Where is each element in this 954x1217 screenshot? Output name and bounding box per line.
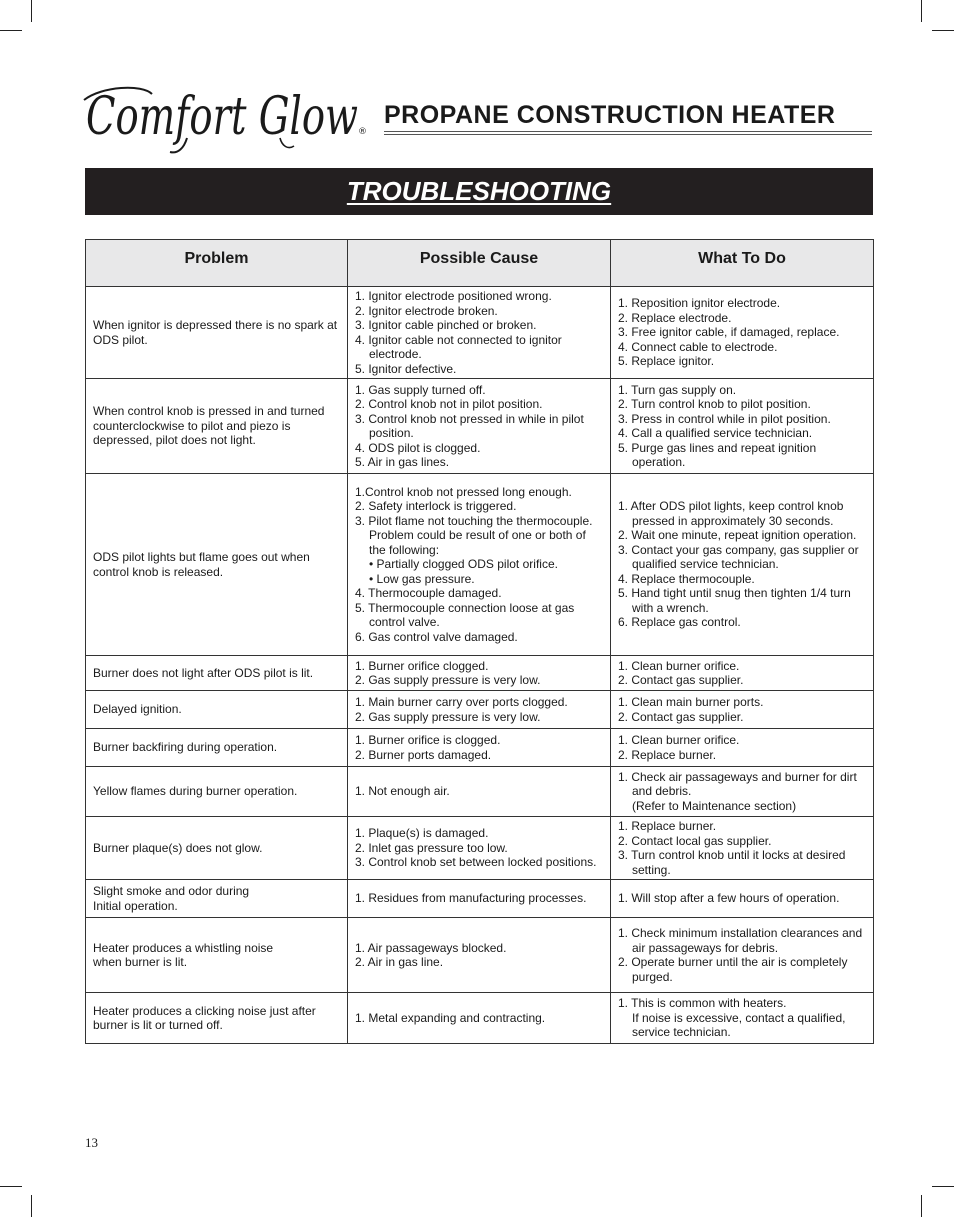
table-row: [86, 880, 874, 918]
problem-cell: [86, 993, 348, 1044]
list-item: 1. Air passageways blocked.: [355, 940, 507, 955]
list-item: 1.Control knob not pressed long enough.: [355, 484, 572, 499]
crop-mark: [31, 1195, 32, 1217]
cause-cell: [348, 767, 611, 817]
cell-line: Burner does not light after ODS pilot is lit.: [93, 665, 314, 680]
cause-cell: [348, 287, 611, 379]
list-item: 1. Clean burner orifice.: [618, 733, 740, 747]
action-cell: [611, 474, 874, 656]
action-cell: [611, 656, 874, 691]
cell-line: When control knob is pressed in and turned counterclockwise to pilot and piezo is depressed, pilot does not light.: [93, 404, 325, 448]
list-item: 2. Burner ports damaged.: [355, 747, 492, 762]
cause-cell: [348, 729, 611, 767]
problem-cell: [86, 729, 348, 767]
title-rule: [384, 131, 872, 132]
list-item: Problem could be result of one or both of the following:: [369, 528, 586, 557]
table-row: [86, 287, 874, 379]
table-row: [86, 729, 874, 767]
list-item: 4. ODS pilot is clogged.: [355, 440, 481, 455]
cause-cell: [348, 880, 611, 918]
table-row: [86, 918, 874, 993]
cause-cell: [348, 474, 611, 656]
action-cell: [611, 993, 874, 1044]
list-item: 6. Gas control valve damaged.: [355, 629, 518, 644]
list-item: 3. Pilot flame not touching the thermocouple.: [355, 513, 593, 528]
list-item: 4. Call a qualified service technician.: [618, 426, 813, 440]
cell-line: Burner plaque(s) does not glow.: [93, 840, 263, 855]
cell-line: Yellow flames during burner operation.: [93, 784, 298, 799]
list-item: 2. Ignitor electrode broken.: [355, 303, 498, 318]
cell-line: Slight smoke and odor during: [93, 884, 250, 898]
list-item: 1. Ignitor electrode positioned wrong.: [355, 289, 552, 303]
list-item: 5. Ignitor defective.: [355, 361, 457, 376]
cell-line: ODS pilot lights but flame goes out when control knob is released.: [93, 550, 310, 579]
cause-cell: [348, 918, 611, 993]
problem-cell: [86, 767, 348, 817]
list-item: 1. Clean burner orifice.: [618, 658, 740, 673]
list-item: 2. Gas supply pressure is very low.: [355, 709, 541, 724]
action-cell: [611, 767, 874, 817]
action-cell: [611, 880, 874, 918]
list-item: 4. Ignitor cable not connected to ignitor electrode.: [355, 332, 562, 361]
crop-mark: [0, 1186, 22, 1187]
brand-logo-text: Comfort Glow: [86, 87, 358, 147]
table-header-row: [86, 240, 874, 287]
list-item: 5. Air in gas lines.: [355, 455, 450, 469]
action-cell: [611, 691, 874, 729]
problem-cell: [86, 691, 348, 729]
troubleshooting-table: [85, 239, 874, 1044]
list-item: 1. Metal expanding and contracting.: [355, 1010, 546, 1025]
list-item: 2. Air in gas line.: [355, 955, 444, 969]
crop-mark: [921, 1195, 922, 1217]
crop-mark: [932, 30, 954, 31]
table-row: [86, 656, 874, 691]
table-row: [86, 474, 874, 656]
list-item: 2. Safety interlock is triggered.: [355, 499, 517, 514]
problem-cell: [86, 474, 348, 656]
list-item: 1. Residues from manufacturing processes.: [355, 891, 587, 906]
list-item: 3. Ignitor cable pinched or broken.: [355, 318, 537, 332]
list-item: 2. Gas supply pressure is very low.: [355, 673, 541, 687]
crop-mark: [0, 30, 22, 31]
crop-mark: [31, 0, 32, 22]
list-item: 2. Replace electrode.: [618, 310, 732, 325]
list-item: 1. Turn gas supply on.: [618, 382, 737, 397]
list-item: 3. Press in control while in pilot position.: [618, 411, 831, 426]
table-body: [86, 287, 874, 1044]
crop-mark: [932, 1186, 954, 1187]
list-item: 3. Control knob not pressed in while in pilot position.: [355, 411, 584, 440]
column-header-cause: Possible Cause: [348, 240, 611, 287]
list-item: 1. Reposition ignitor electrode.: [618, 296, 781, 311]
brand-logo: [82, 80, 380, 158]
list-item: • Partially clogged ODS pilot orifice.: [369, 557, 558, 572]
cause-cell: [348, 817, 611, 880]
list-item: 1. Clean main burner ports.: [618, 695, 764, 709]
section-banner: [85, 168, 873, 215]
cell-line: Delayed ignition.: [93, 702, 182, 717]
action-cell: [611, 379, 874, 474]
cause-cell: [348, 993, 611, 1044]
list-item: 1. Will stop after a few hours of operation.: [618, 891, 840, 906]
cause-cell: [348, 691, 611, 729]
cell-line: Burner backfiring during operation.: [93, 740, 278, 755]
list-item: 5. Thermocouple connection loose at gas control valve.: [355, 600, 575, 630]
action-cell: [611, 729, 874, 767]
list-item: 2. Contact gas supplier.: [618, 673, 744, 687]
list-item: 3. Free ignitor cable, if damaged, replace.: [618, 325, 840, 340]
cell-line: Heater produces a whistling noise: [93, 940, 274, 955]
table-row: [86, 993, 874, 1044]
list-item: 4. Thermocouple damaged.: [355, 586, 502, 601]
list-item: 5. Replace ignitor.: [618, 354, 715, 369]
cell-line: Heater produces a clicking noise just after burner is lit or turned off.: [93, 1003, 316, 1032]
action-cell: [611, 817, 874, 880]
section-title: TROUBLESHOOTING: [346, 176, 612, 206]
problem-cell: [86, 656, 348, 691]
list-item: 1. Check minimum installation clearances and air passageways for debris.: [618, 926, 863, 955]
list-item: 1. After ODS pilot lights, keep control knob pressed in approximately 30 seconds.: [618, 499, 844, 528]
cell-line: when burner is lit.: [93, 955, 188, 969]
list-item: 3. Turn control knob until it locks at desired setting.: [618, 848, 846, 877]
crop-mark: [921, 0, 922, 22]
list-item: 2. Contact local gas supplier.: [618, 833, 772, 848]
problem-cell: [86, 880, 348, 918]
list-item: 1. Not enough air.: [355, 784, 450, 799]
table-row: [86, 379, 874, 474]
list-item: 1. Check air passageways and burner for dirt and debris.: [618, 769, 857, 799]
list-item: 1. Burner orifice is clogged.: [355, 733, 501, 747]
list-item: 2. Contact gas supplier.: [618, 709, 744, 724]
list-item: 2. Turn control knob to pilot position.: [618, 397, 811, 411]
list-item: 1. Replace burner.: [618, 819, 717, 833]
list-item: • Low gas pressure.: [369, 571, 475, 586]
registered-mark: ®: [358, 127, 367, 137]
list-item: 2. Operate burner until the air is completely purged.: [618, 955, 848, 984]
list-item: 5. Hand tight until snug then tighten 1/4 turn with a wrench.: [618, 586, 851, 615]
cell-line: Initial operation.: [93, 898, 178, 913]
list-item: 1. Plaque(s) is damaged.: [355, 826, 489, 841]
table-row: [86, 817, 874, 880]
column-header-problem: Problem: [86, 240, 348, 287]
list-item: 3. Control knob set between locked positions.: [355, 855, 597, 870]
list-item: 2. Control knob not in pilot position.: [355, 397, 543, 411]
page-title: PROPANE CONSTRUCTION HEATER: [384, 101, 836, 129]
list-item: 1. Main burner carry over ports clogged.: [355, 695, 568, 709]
list-item: 3. Contact your gas company, gas supplier or qualified service technician.: [618, 542, 859, 572]
list-item: If noise is excessive, contact a qualified, service technician.: [632, 1010, 846, 1040]
problem-cell: [86, 918, 348, 993]
cell-line: When ignitor is depressed there is no spark at ODS pilot.: [93, 318, 338, 347]
list-item: (Refer to Maintenance section): [632, 798, 797, 813]
list-item: 5. Purge gas lines and repeat ignition operation.: [618, 440, 817, 469]
list-item: 4. Replace thermocouple.: [618, 571, 755, 586]
problem-cell: [86, 379, 348, 474]
list-item: 2. Inlet gas pressure too low.: [355, 840, 508, 855]
list-item: 1. This is common with heaters.: [618, 996, 787, 1011]
list-item: 2. Wait one minute, repeat ignition operation.: [618, 528, 857, 543]
action-cell: [611, 287, 874, 379]
cause-cell: [348, 379, 611, 474]
action-cell: [611, 918, 874, 993]
title-rule: [384, 134, 872, 135]
problem-cell: [86, 287, 348, 379]
list-item: 1. Gas supply turned off.: [355, 382, 486, 397]
column-header-action: What To Do: [611, 240, 874, 287]
cause-cell: [348, 656, 611, 691]
table-row: [86, 691, 874, 729]
page-number: 13: [85, 1135, 98, 1150]
list-item: 1. Burner orifice clogged.: [355, 658, 489, 673]
list-item: 4. Connect cable to electrode.: [618, 339, 778, 354]
list-item: 6. Replace gas control.: [618, 615, 741, 630]
problem-cell: [86, 817, 348, 880]
table-row: [86, 767, 874, 817]
list-item: 2. Replace burner.: [618, 747, 717, 762]
